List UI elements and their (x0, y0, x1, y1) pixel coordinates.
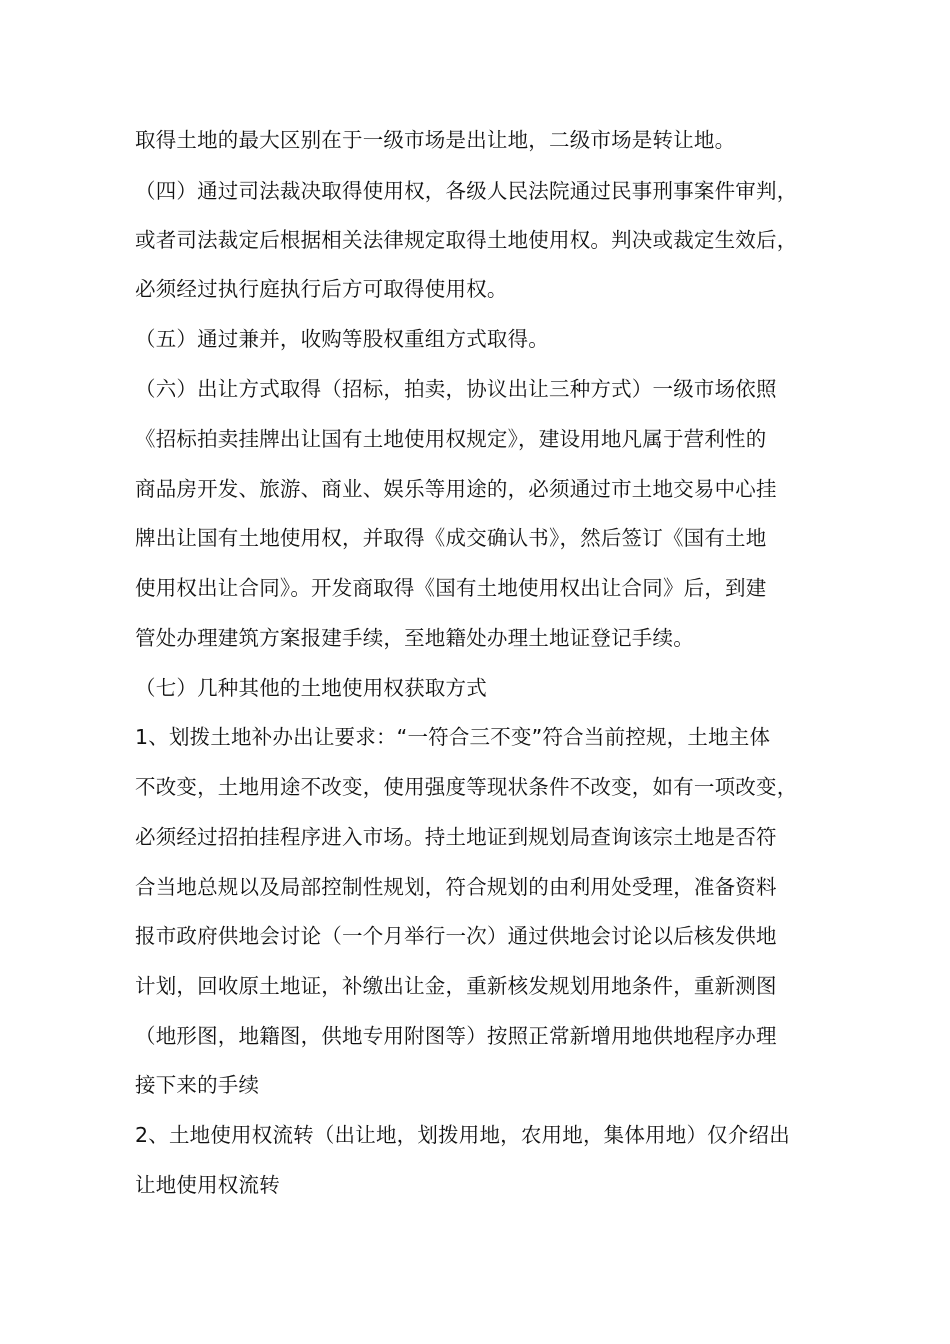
paragraph-line: 管处办理建筑方案报建手续，至地籍处办理土地证登记手续。 (135, 626, 694, 650)
paragraph-line: 1、划拨土地补办出让要求：“一符合三不变”符合当前控规，土地主体 (135, 725, 771, 749)
paragraph-line: 接下来的手续 (135, 1073, 260, 1097)
paragraph-line: （六）出让方式取得（招标，拍卖，协议出让三种方式）一级市场依照 (135, 377, 777, 401)
paragraph-line: 使用权出让合同》。开发商取得《国有土地使用权出让合同》后，到建 (135, 576, 767, 600)
paragraph-line: （七）几种其他的土地使用权获取方式 (135, 676, 487, 700)
paragraph-line: 合当地总规以及局部控制性规划，符合规划的由利用处受理，准备资料 (135, 875, 777, 899)
paragraph-line: 商品房开发、旅游、商业、娱乐等用途的，必须通过市土地交易中心挂 (135, 477, 777, 501)
paragraph-line: （地形图，地籍图，供地专用附图等）按照正常新增用地供地程序办理 (135, 1024, 777, 1048)
paragraph-line: 必须经过执行庭执行后方可取得使用权。 (135, 277, 508, 301)
paragraph-line: 报市政府供地会讨论（一个月举行一次）通过供地会讨论以后核发供地 (135, 924, 777, 948)
paragraph-line: 取得土地的最大区别在于一级市场是出让地，二级市场是转让地。 (135, 128, 736, 152)
paragraph-line: 不改变，土地用途不改变，使用强度等现状条件不改变，如有一项改变， (135, 775, 798, 799)
paragraph-line: 或者司法裁定后根据相关法律规定取得土地使用权。判决或裁定生效后， (135, 228, 798, 252)
paragraph-line: 2、土地使用权流转（出让地，划拨用地，农用地，集体用地）仅介绍出 (135, 1123, 790, 1147)
paragraph-line: （四）通过司法裁决取得使用权，各级人民法院通过民事刑事案件审判， (135, 179, 798, 203)
paragraph-line: 必须经过招拍挂程序进入市场。持土地证到规划局查询该宗土地是否符 (135, 825, 777, 849)
paragraph-line: 计划，回收原土地证，补缴出让金，重新核发规划用地条件，重新测图 (135, 974, 777, 998)
paragraph-line: 《招标拍卖挂牌出让国有土地使用权规定》，建设用地凡属于营利性的 (135, 427, 767, 451)
paragraph-line: （五）通过兼并，收购等股权重组方式取得。 (135, 327, 549, 351)
paragraph-line: 牌出让国有土地使用权，并取得《成交确认书》，然后签订《国有土地 (135, 526, 767, 550)
paragraph-line: 让地使用权流转 (135, 1173, 280, 1197)
